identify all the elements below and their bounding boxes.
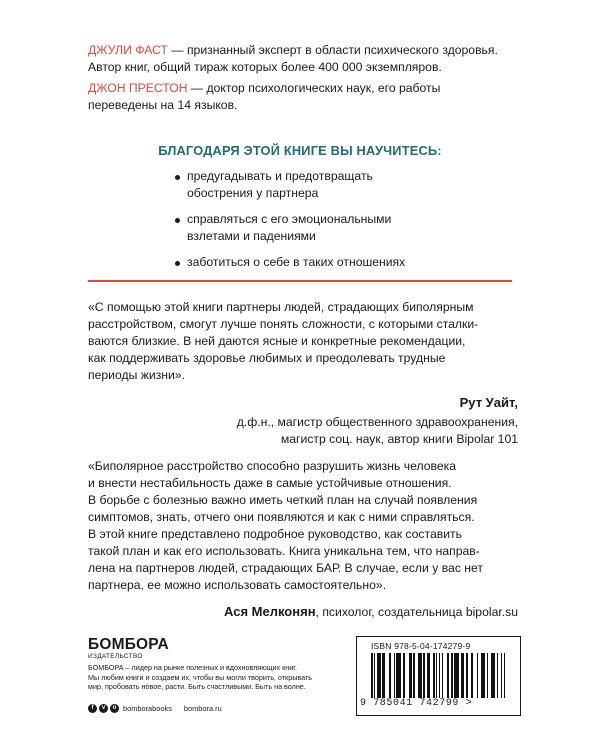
social-handle: bomborabooks <box>123 704 172 713</box>
vk-icon: v <box>99 704 108 713</box>
barcode-bar <box>451 653 453 698</box>
review-quote-1 <box>88 299 518 448</box>
isbn-barcode <box>356 636 521 716</box>
bullet-dot-icon <box>175 261 180 266</box>
quote-credentials: д.ф.н., магистр общественного здравоохранения, магистр соц. наук, автор книги Bipolar 101 <box>236 415 518 446</box>
barcode-bar <box>379 653 381 698</box>
publisher-social <box>88 704 222 713</box>
barcode-bar <box>374 653 376 698</box>
author-2-name: ДЖОН ПРЕСТОН <box>88 81 188 95</box>
barcode-bar <box>403 653 405 698</box>
author-1-bio-line: признанный эксперт в области психического здоровья. <box>186 43 498 57</box>
facebook-icon: f <box>88 704 97 713</box>
author-1-bio-line: Автор книг, общий тираж которых более 400 000 экземпляров. <box>88 60 442 74</box>
authors-block <box>88 42 528 114</box>
barcode-bar <box>504 653 506 698</box>
author-2: ДЖОН ПРЕСТОН — доктор психологических наук, его работы переведены на 14 языков. <box>88 81 441 112</box>
barcode-bar <box>467 653 469 698</box>
odnoklassniki-icon: o <box>110 704 119 713</box>
barcode-bar <box>429 653 431 698</box>
list-item: заботиться о себе в таких отношениях <box>175 254 465 271</box>
quote-signature <box>88 603 518 621</box>
barcode-bar <box>439 653 441 698</box>
publisher-about: БОМБОРА – лидер на рынке полезных и вдохновляющих книг. Мы любим книги и создаем их, чтобы вы могли творить, открывать мир, пробовать новое, расти. Быть счастливыми. Быть на волне. <box>88 663 312 691</box>
barcode-bar <box>420 653 422 698</box>
barcode-bar <box>471 653 473 698</box>
barcode-bar <box>487 653 489 698</box>
barcode-bar <box>413 653 415 698</box>
barcode-bar <box>501 653 503 698</box>
barcode-bar <box>477 653 479 698</box>
review-quote-2 <box>88 458 518 621</box>
author-1: ДЖУЛИ ФАСТ — признанный эксперт в области психического здоровья. Автор книг, общий тираж которых более 400 000 экземпляров. <box>88 43 498 74</box>
benefits-headline: БЛАГОДАРЯ ЭТОЙ КНИГЕ ВЫ НАУЧИТЕСЬ: <box>158 143 442 158</box>
barcode-bar <box>494 653 496 698</box>
barcode-bar <box>447 653 449 698</box>
barcode-bar <box>423 653 425 698</box>
barcode-digits: 9 785041 742799 > <box>360 698 473 709</box>
author-2-bio-line: переведены на 14 языков. <box>88 98 238 112</box>
barcode-bar <box>410 653 412 698</box>
bullet-dot-icon <box>175 175 180 180</box>
barcode-bar <box>457 653 459 698</box>
quote-author: Рут Уайт, <box>459 395 518 410</box>
publisher-logo: БОМБОРА ИЗДАТЕЛЬСТВО <box>88 636 169 660</box>
red-divider <box>88 280 512 282</box>
quote-text: «Биполярное расстройство способно разрушить жизнь человека и внести нестабильность даже в самые устойчивые отношения. В борьбе с болезнью важно иметь четкий план на случай появления симптомов, знать, отчего они появляются и как с ними справляться. В этой книге представлено подробное руководство, как составить такой план и как его использовать. Книга уникальна тем, что направ- лена на партнеров людей, страдающих БАР. В случае, если у вас нет партнера, ее можно использовать самостоятельно». <box>88 459 483 592</box>
barcode-bar <box>484 653 486 698</box>
barcode-bar <box>497 653 499 698</box>
barcode-bars <box>371 653 505 698</box>
barcode-bar <box>399 653 401 698</box>
quote-credentials: , психолог, создательница bipolar.su <box>315 605 518 619</box>
isbn-number: ISBN 978-5-04-174279-9 <box>371 641 471 651</box>
quote-author: Ася Мелконян <box>224 604 316 619</box>
bullet-dot-icon <box>175 218 180 223</box>
barcode-bar <box>389 653 391 698</box>
quote-text: «С помощью этой книги партнеры людей, страдающих биполярным расстройством, смогут лучше понять сложности, с которыми сталки- ваются близкие. В ней даются ясные и конкретные рекомендации, как поддерживать здоровье любимых и преодолевать трудные периоды жизни». <box>88 300 479 382</box>
barcode-bar <box>433 653 435 698</box>
barcode-bar <box>384 653 386 698</box>
barcode-bar <box>463 653 465 698</box>
barcode-bar <box>442 653 444 698</box>
barcode-bar <box>436 653 438 698</box>
list-item: справляться с его эмоциональными взлетами и падениями <box>175 211 465 245</box>
benefits-list <box>175 168 465 280</box>
list-item: предугадывать и предотвращать обострения у партнера <box>175 168 465 202</box>
barcode-bar <box>394 653 396 698</box>
publisher-website: bombora.ru <box>183 704 222 713</box>
author-2-bio-line: доктор психологических наук, его работы <box>206 81 441 95</box>
barcode-bar <box>371 653 373 698</box>
author-1-name: ДЖУЛИ ФАСТ <box>88 43 168 57</box>
